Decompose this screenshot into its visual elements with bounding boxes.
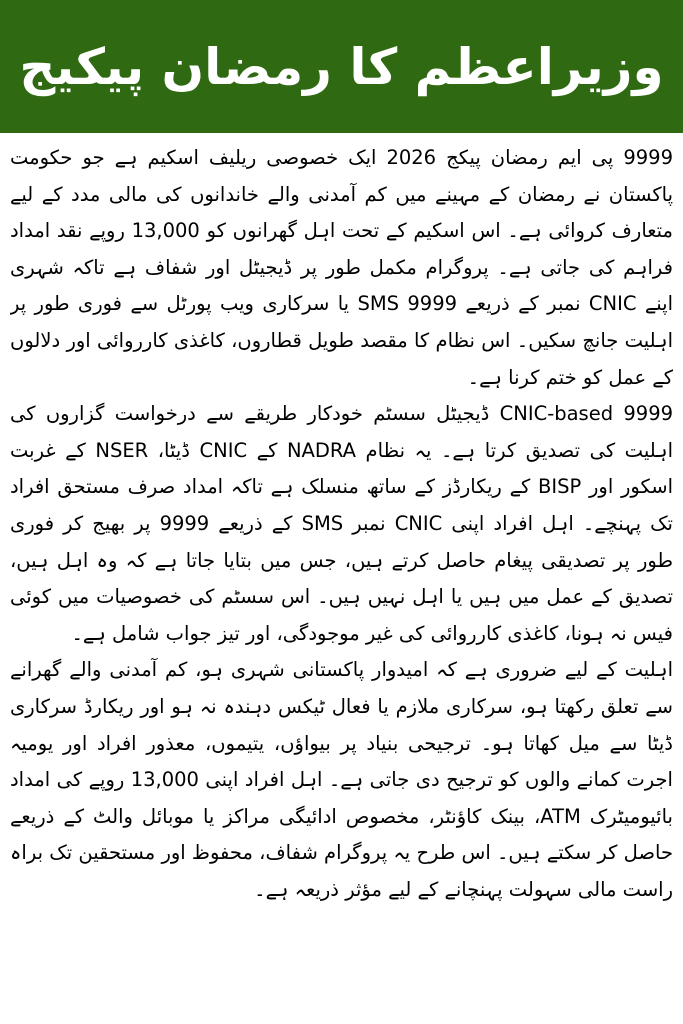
paragraph-intro: 9999 پی ایم رمضان پیکج 2026 ایک خصوصی ریلیف اسکیم ہے جو حکومت پاکستان نے رمضان کے مہینے میں کم آمدنی والے خاندانوں کی مالی مدد کے لیے متعارف کروائی ہے۔ اس اسکیم کے تحت اہل گھرانوں کو 13,000 روپے نقد امداد فراہم کی جاتی ہے۔ پروگرام مکمل طور پر ڈیجیٹل اور شفاف ہے تاکہ شہری اپنے CNIC نمبر کے ذریعے SMS 9999 یا سرکاری ویب پورٹل سے فوری طور پر اہلیت جانچ سکیں۔ اس نظام کا مقصد طویل قطاروں، کاغذی کارروائی اور دلالوں کے عمل کو ختم کرنا ہے۔ — [10, 146, 673, 389]
paragraph-verification: CNIC-based 9999 ڈیجیٹل سسٹم خودکار طریقے سے درخواست گزاروں کی اہلیت کی تصدیق کرتا ہے۔ یہ نظام NADRA کے CNIC ڈیٹا، NSER کے غربت اسکور اور BISP کے ریکارڈز کے ساتھ منسلک ہے تاکہ امداد صرف مستحق افراد تک پہنچے۔ اہل افراد اپنی CNIC نمبر SMS کے ذریعے 9999 پر بھیج کر فوری طور پر تصدیقی پیغام حاصل کرتے ہیں، جس میں بتایا جاتا ہے کہ وہ اہل ہیں، تصدیق کے عمل میں ہیں یا اہل نہیں ہیں۔ اس سسٹم کی خصوصیات میں کوئی فیس نہ ہونا، کاغذی کارروائی کی غیر موجودگی، اور تیز جواب شامل ہے۔ — [10, 402, 673, 645]
page-title: وزیراعظم کا رمضان پیکیج — [19, 37, 664, 96]
paragraph-eligibility: اہلیت کے لیے ضروری ہے کہ امیدوار پاکستانی شہری ہو، کم آمدنی والے گھرانے سے تعلق رکھتا ہو، سرکاری ملازم یا فعال ٹیکس دہندہ نہ ہو اور ریکارڈ سرکاری ڈیٹا سے میل کھاتا ہو۔ ترجیحی بنیاد پر بیواؤں، یتیموں، معذور افراد اور یومیہ اجرت کمانے والوں کو ترجیح دی جاتی ہے۔ اہل افراد اپنی 13,000 روپے کی امداد بائیومیٹرک ATM، بینک کاؤنٹر، مخصوص ادائیگی مراکز یا موبائل والٹ کے ذریعے حاصل کر سکتے ہیں۔ اس طرح یہ پروگرام شفاف، محفوظ اور مستحقین تک براہ راست مالی سہولت پہنچانے کے لیے مؤثر ذریعہ ہے۔ — [10, 658, 673, 901]
article-body — [10, 140, 673, 1020]
title-banner — [0, 0, 683, 133]
